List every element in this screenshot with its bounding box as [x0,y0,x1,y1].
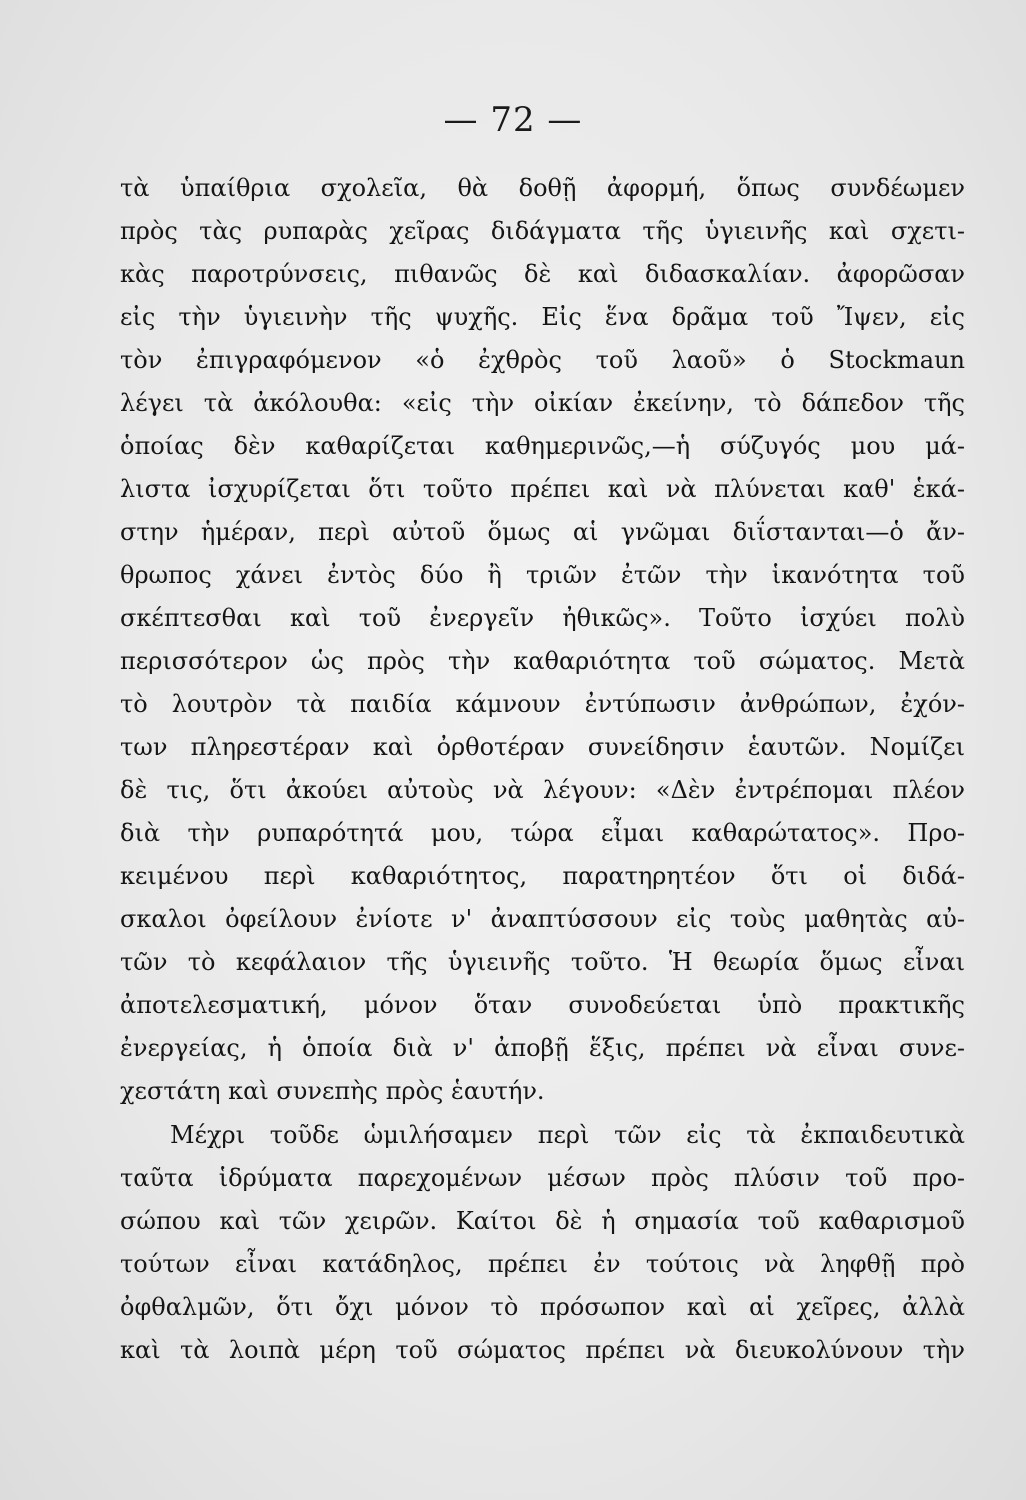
text-line: τὰ ὑπαίθρια σχολεῖα, θὰ δοθῇ ἀφορμή, ὅπως συνδέωμεν [120,174,965,202]
text-line: τὸν ἐπιγραφόμενον «ὁ ἐχθρὸς τοῦ λαοῦ» ὁ Stockmaun [120,346,965,374]
text-line: ταῦτα ἱδρύματα παρεχομένων μέσων πρὸς πλύσιν τοῦ προ- [120,1164,965,1192]
text-line: σκέπτεσθαι καὶ τοῦ ἐνεργεῖν ἠθικῶς». Τοῦτο ἰσχύει πολὺ [120,604,965,632]
text-line: λιστα ἰσχυρίζεται ὅτι τοῦτο πρέπει καὶ νὰ πλύνεται καθ' ἑκά- [120,475,965,503]
text-line: περισσότερον ὡς πρὸς τὴν καθαριότητα τοῦ σώματος. Μετὰ [120,647,965,675]
text-line: ἀποτελεσματική, μόνον ὅταν συνοδεύεται ὑπὸ πρακτικῆς [120,991,965,1019]
text-line: καὶ τὰ λοιπὰ μέρη τοῦ σώματος πρέπει νὰ διευκολύνουν τὴν [120,1336,965,1364]
text-line: Μέχρι τοῦδε ὡμιλήσαμεν περὶ τῶν εἰς τὰ ἐκπαιδευτικὰ [170,1121,965,1149]
text-line: στην ἡμέραν, περὶ αὐτοῦ ὅμως αἱ γνῶμαι διΐστανται—ὁ ἄν- [120,518,965,546]
text-line: διὰ τὴν ρυπαρότητά μου, τώρα εἶμαι καθαρώτατος». Προ- [120,819,965,847]
text-line: δὲ τις, ὅτι ἀκούει αὐτοὺς νὰ λέγουν: «Δὲν ἐντρέπομαι πλέον [120,776,965,804]
text-line: σκαλοι ὀφείλουν ἐνίοτε ν' ἀναπτύσσουν εἰς τοὺς μαθητὰς αὐ- [120,905,965,933]
text-line: κὰς παροτρύνσεις, πιθανῶς δὲ καὶ διδασκαλίαν. ἀφορῶσαν [120,260,965,288]
text-line: σώπου καὶ τῶν χειρῶν. Καίτοι δὲ ἡ σημασία τοῦ καθαρισμοῦ [120,1207,965,1235]
text-line: ἐνεργείας, ἡ ὁποία διὰ ν' ἀποβῇ ἕξις, πρέπει νὰ εἶναι συνε- [120,1034,965,1062]
text-line: χεστάτη καὶ συνεπὴς πρὸς ἑαυτήν. [120,1077,545,1105]
text-line: τῶν τὸ κεφάλαιον τῆς ὑγιεινῆς τοῦτο. Ἡ θεωρία ὅμως εἶναι [120,948,965,976]
text-line: τούτων εἶναι κατάδηλος, πρέπει ἐν τούτοις νὰ ληφθῇ πρὸ [120,1250,965,1278]
text-line: κειμένου περὶ καθαριότητος, παρατηρητέον ὅτι οἱ διδά- [120,862,965,890]
text-line: θρωπος χάνει ἐντὸς δύο ἢ τριῶν ἐτῶν τὴν ἱκανότητα τοῦ [120,561,965,589]
text-line: λέγει τὰ ἀκόλουθα: «εἰς τὴν οἰκίαν ἐκείνην, τὸ δάπεδον τῆς [120,389,965,417]
text-line: πρὸς τὰς ρυπαρὰς χεῖρας διδάγματα τῆς ὑγιεινῆς καὶ σχετι- [120,217,965,245]
text-line: ὁποίας δὲν καθαρίζεται καθημερινῶς,—ἡ σύζυγός μου μά- [120,432,965,460]
text-line: ὀφθαλμῶν, ὅτι ὄχι μόνον τὸ πρόσωπον καὶ αἱ χεῖρες, ἀλλὰ [120,1293,965,1321]
text-line: των πληρεστέραν καὶ ὀρθοτέραν συνείδησιν ἑαυτῶν. Νομίζει [120,733,965,761]
page-number: — 72 — [443,100,583,140]
text-line: εἰς τὴν ὑγιεινὴν τῆς ψυχῆς. Εἰς ἕνα δρᾶμα τοῦ Ἴψεν, εἰς [120,303,965,331]
text-line: τὸ λουτρὸν τὰ παιδία κάμνουν ἐντύπωσιν ἀνθρώπων, ἐχόν- [120,690,965,718]
